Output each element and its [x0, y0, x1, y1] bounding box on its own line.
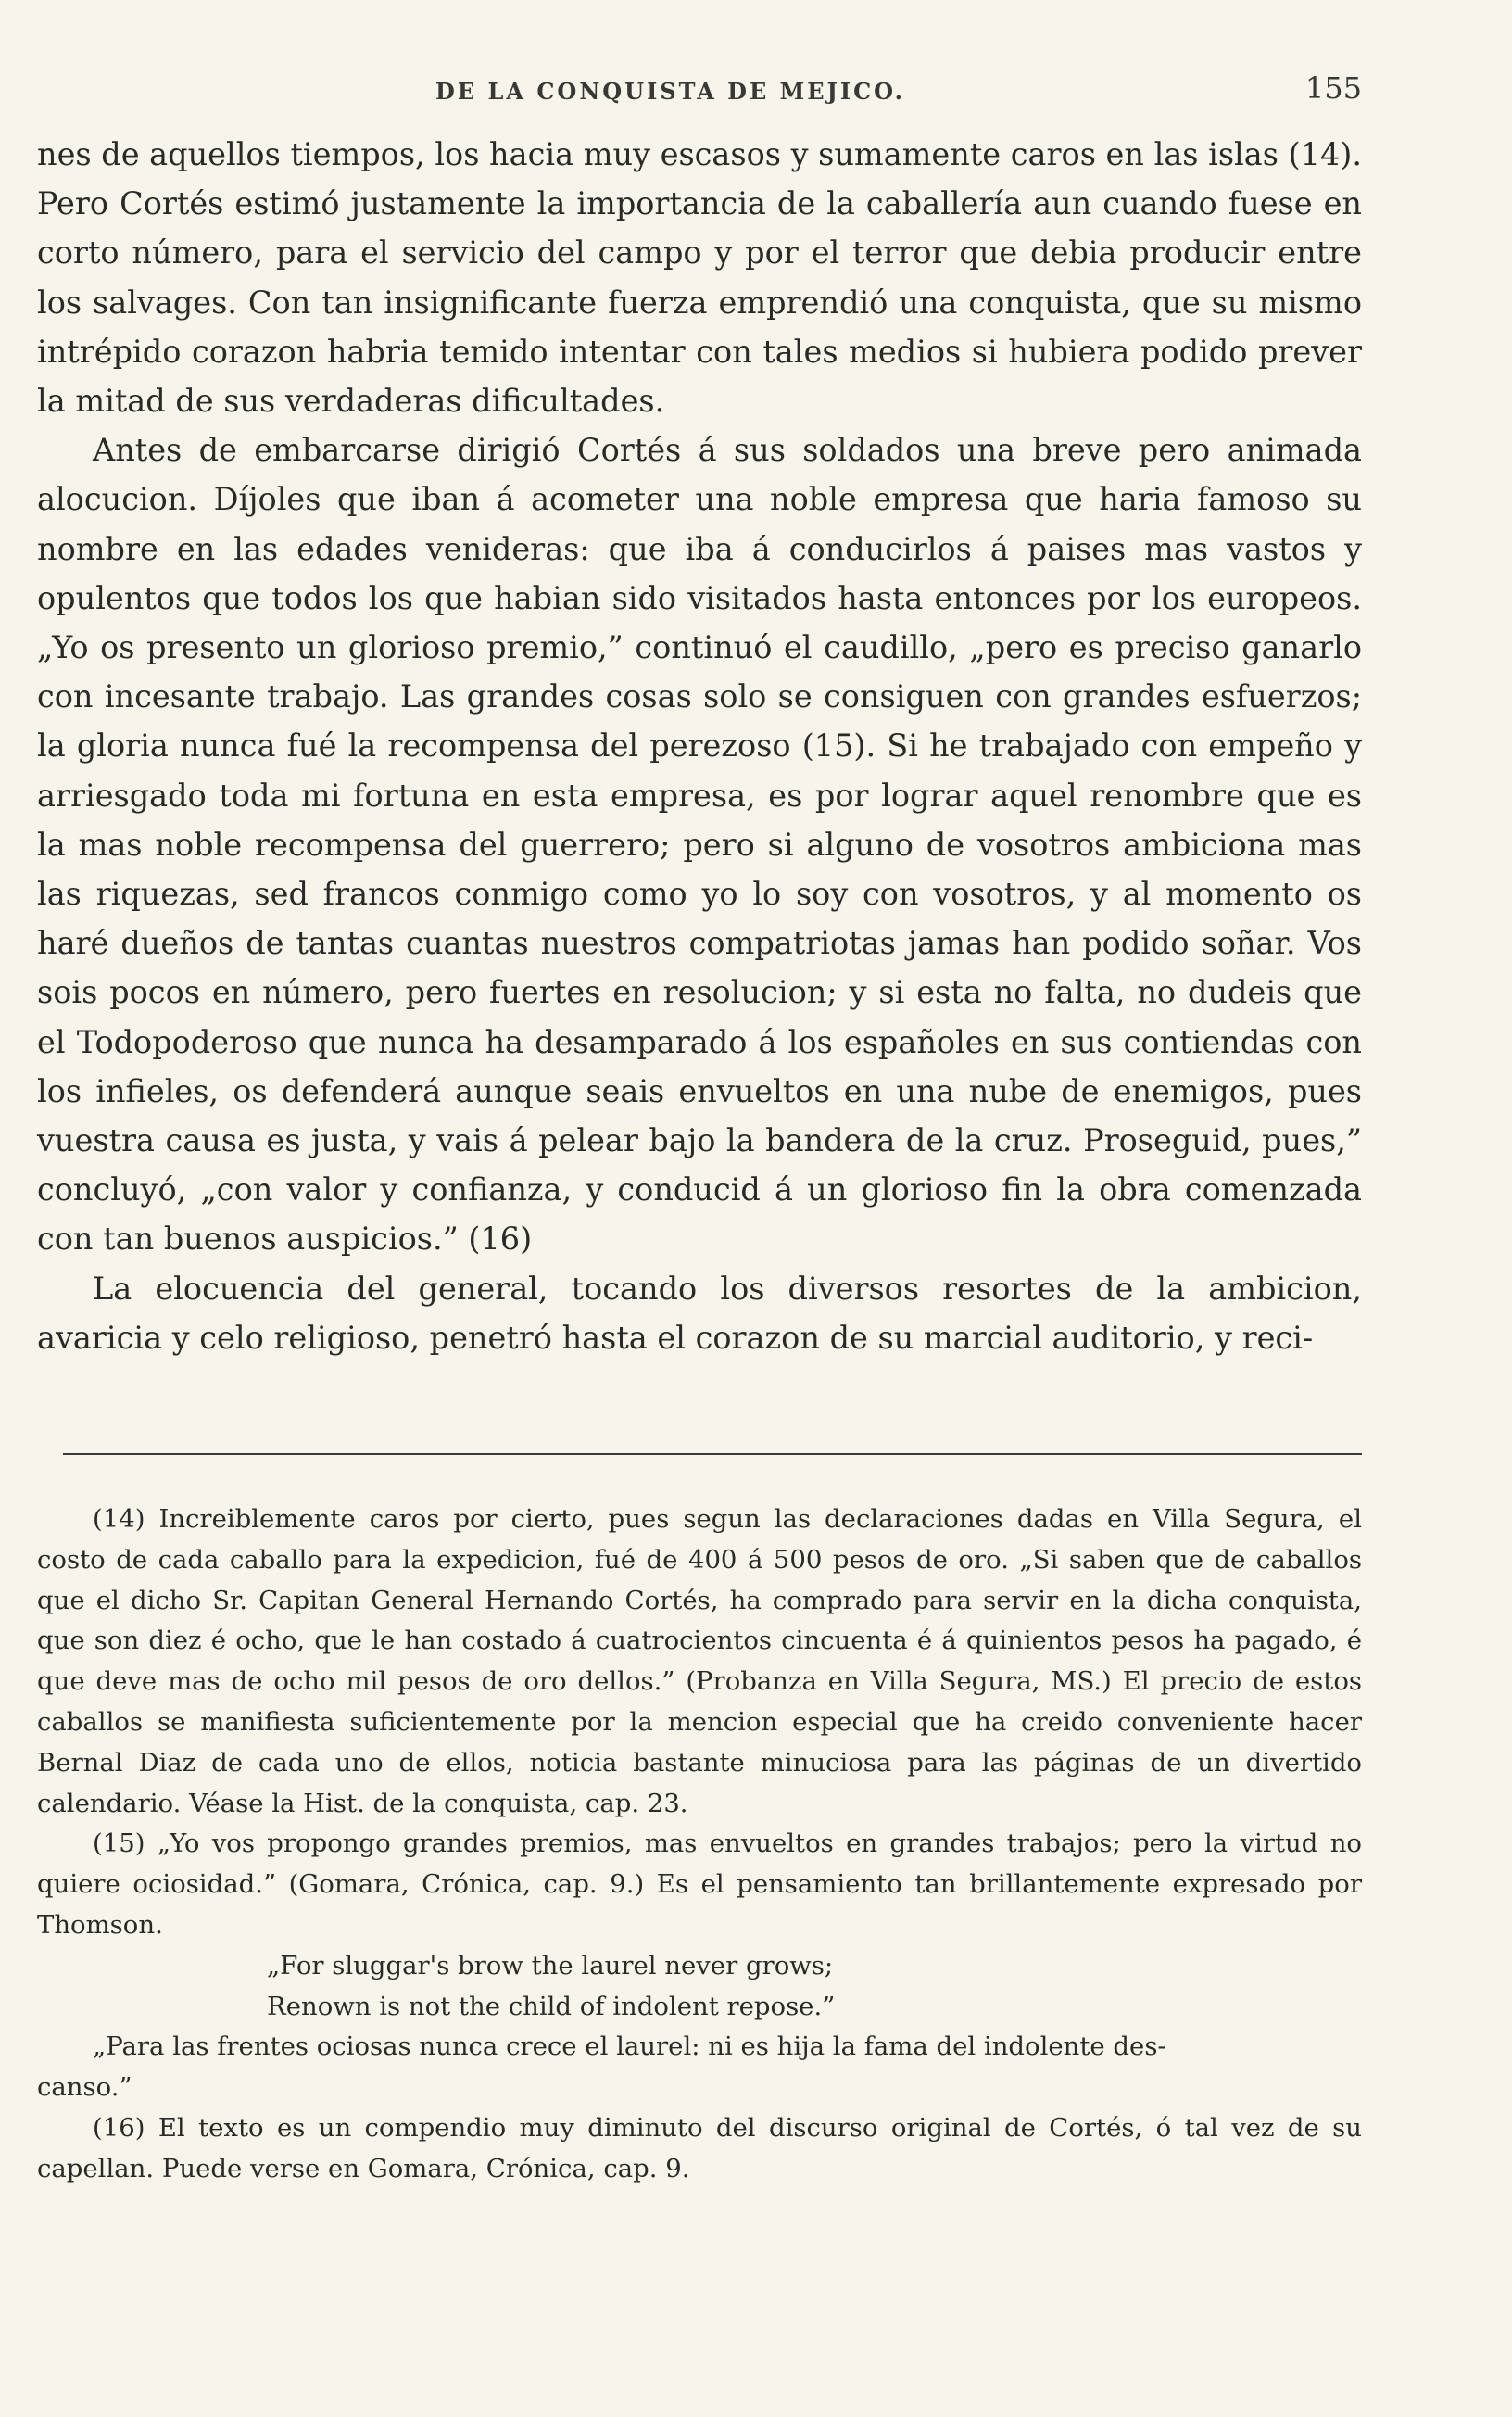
verse-line-2: Renown is not the child of indolent repose.” — [267, 1991, 836, 2021]
footnote-15: (15) „Yo vos propongo grandes premios, mas envueltos en grandes trabajos; pero la virtud no quiere ociosidad.” (Gomara, Crónica, cap. 9.) Es el pensamiento tan brillantemente expresado por Thomson. — [37, 1829, 1362, 1940]
verse-translation-end: canso.” — [37, 2072, 132, 2103]
footnote-14: (14) Increiblemente caros por cierto, pues segun las declaraciones dadas en Villa Segura, el costo de cada caballo para la expedicion, fué de 400 á 500 pesos de oro. „Si saben que de caballos que el dicho Sr. Capitan General Hernando Cortés, ha comprado para servir en la dicha conquista, que son diez é ocho, que le han costado á cuatrocientos cincuenta é á quinientos pesos ha pagado, é que deve mas de ocho mil pesos de oro dellos.” (Probanza en Villa Segura, MS.) El precio de estos caballos se manifiesta suficientemente por la mencion especial que ha creido conveniente hacer Bernal Diaz de cada uno de ellos, noticia bastante minuciosa para las páginas de un divertido calendario. Véase la Hist. de la conquista, cap. 23. — [37, 1504, 1362, 1818]
paragraph-speech: Antes de embarcarse dirigió Cortés á sus soldados una breve pero animada alocucion. Díjoles que iban á acometer una noble empresa que haria famoso su nombre en las edades venideras: que iba á conducirlos á paises mas vastos y opulentos que todos los que habian sido visitados hasta entonces por los europeos. „Yo os presento un glorioso premio,” continuó el caudillo, „pero es preciso ganarlo con incesante trabajo. Las grandes cosas solo se consiguen con grandes esfuerzos; la gloria nunca fué la recompensa del perezoso (15). Si he trabajado con empeño y arriesgado toda mi fortuna en esta empresa, es por lograr aquel renombre que es la mas noble recompensa del guerrero; pero si alguno de vosotros ambiciona mas las riquezas, sed francos conmigo como yo lo soy con vosotros, y al momento os haré dueños de tantas cuantas nuestros compatriotas jamas han podido soñar. Vos sois pocos en número, pero fuertes en resolucion; y si esta no falta, no dudeis que el Todopoderoso que nunca ha desamparado á los españoles en sus contiendas con los infieles, os defenderá aunque seais envueltos en una nube de enemigos, pues vuestra causa es justa, y vais á pelear bajo la bandera de la cruz. Proseguid, pues,” concluyó, „con valor y confianza, y conducid á un glorioso fin la obra comenzada con tan buenos auspicios.” (16) — [37, 432, 1362, 1258]
paragraph-continued: nes de aquellos tiempos, los hacia muy escasos y sumamente caros en las islas (14). Pero Cortés estimó justamente la importancia de la caballería aun cuando fuese en corto número, para el servicio del campo y por el terror que debia producir entre los salvages. Con tan insignificante fuerza emprendió una conquista, que su mismo intrépido corazon habria temido intentar con tales medios si hubiera podido prever la mitad de sus verdaderas dificultades. — [37, 136, 1362, 420]
footnote-16: (16) El texto es un compendio muy diminuto del discurso original de Cortés, ó tal vez de su capellan. Puede verse en Gomara, Crónica, cap. 9. — [37, 2112, 1362, 2183]
footnotes — [37, 1500, 1362, 2190]
verse-line-1: „For sluggar's brow the laurel never grows; — [267, 1950, 834, 1980]
page-number: 155 — [1304, 70, 1362, 106]
running-title: DE LA CONQUISTA DE MEJICO. — [435, 78, 906, 105]
page-header — [37, 70, 1362, 115]
footnote-divider — [63, 1453, 1362, 1455]
paragraph-reaction: La elocuencia del general, tocando los diversos resortes de la ambicion, avaricia y celo religioso, penetró hasta el corazon de su marcial auditorio, y reci- — [37, 1270, 1362, 1356]
main-text — [37, 130, 1362, 1362]
verse-translation: „Para las frentes ociosas nunca crece el laurel: ni es hija la fama del indolente des- — [93, 2031, 1166, 2062]
